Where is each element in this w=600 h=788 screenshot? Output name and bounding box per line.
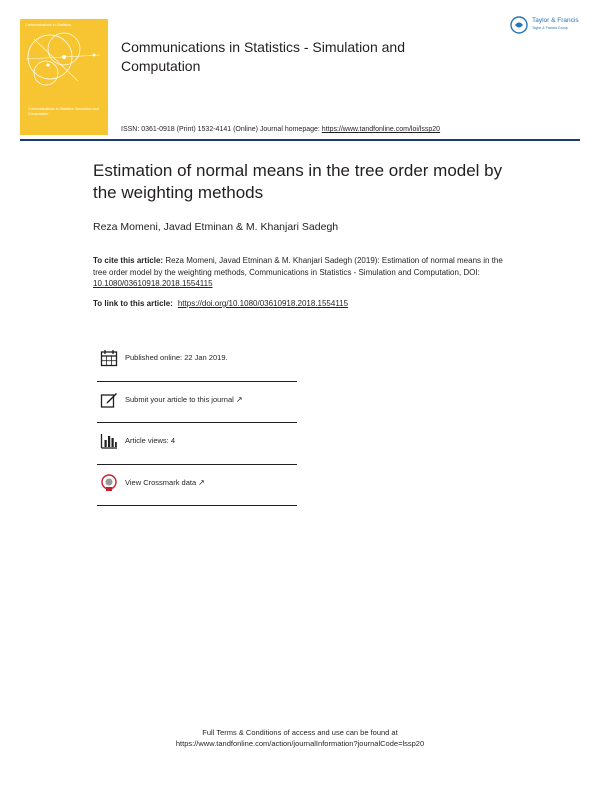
publisher-sub: Taylor & Francis Group xyxy=(532,26,568,30)
article-info-list xyxy=(97,340,297,506)
info-row-crossmark[interactable] xyxy=(97,465,297,507)
external-link-icon: ↗ xyxy=(235,394,243,404)
issn-text: ISSN: 0361-0918 (Print) 1532-4141 (Online) Journal homepage: xyxy=(121,126,322,133)
cover-top-text: Communications in Statistics xyxy=(25,23,71,27)
issn-line xyxy=(121,126,440,133)
external-link-icon: ↗ xyxy=(198,477,205,487)
calendar-icon xyxy=(100,349,118,367)
header-divider xyxy=(20,139,580,141)
journal-homepage-link[interactable]: https://www.tandfonline.com/loi/lssp20 xyxy=(321,126,441,133)
article-views-text: Article views: 4 xyxy=(125,436,176,445)
submit-article-link[interactable] xyxy=(125,395,243,404)
footer-terms-text: Full Terms & Conditions of access and use can be found at xyxy=(202,728,398,737)
article-authors: Reza Momeni, Javad Etminan & M. Khanjari Sadegh xyxy=(93,221,339,233)
bar-chart-icon xyxy=(100,432,118,450)
info-row-submit[interactable] xyxy=(97,382,297,424)
article-doi-link[interactable]: https://doi.org/10.1080/03610918.2018.1554115 xyxy=(177,299,349,308)
footer xyxy=(0,727,600,749)
article-title: Estimation of normal means in the tree order model by the weighting methods xyxy=(93,161,503,202)
crossmark-link[interactable] xyxy=(125,478,205,487)
journal-cover-image xyxy=(20,19,108,147)
info-row-published xyxy=(97,340,297,382)
published-online-text: Published online: 22 Jan 2019. xyxy=(125,353,228,362)
edit-icon xyxy=(100,391,118,409)
submit-article-label: Submit your article to this journal xyxy=(125,394,234,404)
citation-block xyxy=(93,255,505,290)
citation-text: Reza Momeni, Javad Etminan & M. Khanjari Sadegh (2019): Estimation of normal means in the tree order model by the weighting methods, Communications in Statistics - Simulation and Computation, DOI: xyxy=(93,256,503,277)
article-link-block xyxy=(93,299,348,308)
publisher-name: Taylor & Francis xyxy=(532,17,579,24)
publisher-logo xyxy=(510,16,586,38)
cover-art xyxy=(20,19,108,135)
cover-title-text: Communications in Statistics Simulation and Computation xyxy=(28,107,99,116)
crossmark-icon xyxy=(100,474,118,492)
journal-title: Communications in Statistics - Simulation and Computation xyxy=(121,39,406,74)
citation-doi-link[interactable]: 10.1080/03610918.2018.1554115 xyxy=(93,279,213,288)
crossmark-label: View Crossmark data xyxy=(125,477,197,487)
cover-logo-text: Taylor & Francis xyxy=(68,143,90,147)
info-row-views xyxy=(97,423,297,465)
citation-label: To cite this article: xyxy=(93,256,164,265)
publisher-logo-icon xyxy=(510,16,528,34)
link-label: To link to this article: xyxy=(93,299,173,308)
footer-journal-link[interactable]: https://www.tandfonline.com/action/journalInformation?journalCode=lssp20 xyxy=(175,739,425,748)
